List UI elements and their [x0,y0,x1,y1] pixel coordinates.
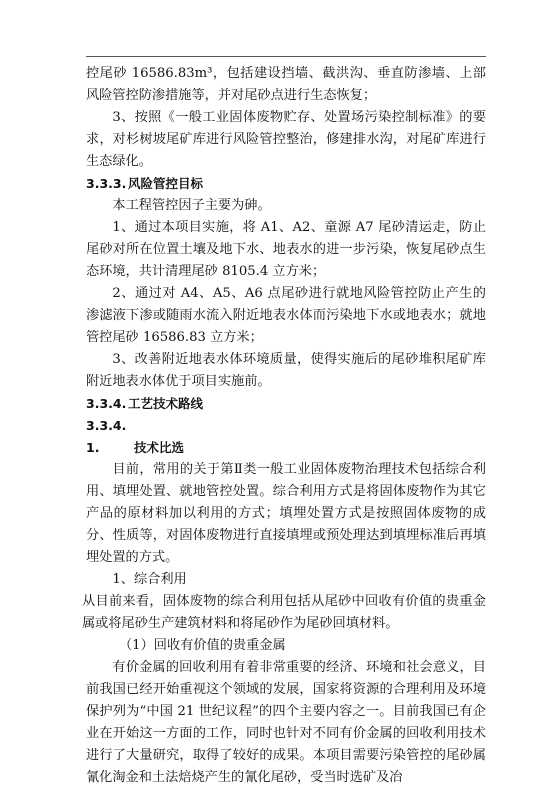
heading-3-3-4-1 [86,415,486,459]
paragraph-comprehensive-use: 从目前来看，固体废物的综合利用包括从尾砂中回收有价值的贵重金属或将尾砂生产建筑材料和将尾砂作为尾砂回填材料。 [82,594,486,631]
paragraph-control-factor: 本工程管控因子主要为砷。 [112,198,271,213]
document-body [82,63,486,789]
heading-title: 技术比选 [134,440,185,455]
paragraph-goal-2: 2、通过对 A4、A5、A6 点尾砂进行就地风险管控防止产生的渗滤液下渗或随雨水流入附近地表水体而污染地下水或地表水；就地管控尾砂 16586.83 立方米； [86,286,486,345]
heading-3-3-4 [86,393,486,415]
heading-number: 3.3.3. [86,176,127,191]
heading-3-3-3 [86,173,486,195]
heading-number: 3.3.4. [86,396,127,411]
paragraph-tech-comparison: 目前，常用的关于第Ⅱ类一般工业固体废物治理技术包括综合利用、填埋处置、就地管控处置。综合利用方式是将固体废物作为其它产品的原材料加以利用的方式；填埋处置方式是按照固体废物的成分、性质等，对固体废物进行直接填埋或预处理达到填埋标准后再填埋处置的方式。 [86,462,486,565]
paragraph-goal-3: 3、改善附近地表水体环境质量，使得实施后的尾砂堆积尾矿库附近地表水体优于项目实施前。 [86,352,486,389]
list-item-comprehensive-use: 1、综合利用 [112,572,187,587]
paragraph-continued: 控尾砂 16586.83m³，包括建设挡墙、截洪沟、垂直防渗墙、上部风险管控防渗措施等，并对尾砂点进行生态恢复； [86,66,486,103]
paragraph-goal-1: 1、通过本项目实施，将 A1、A2、童源 A7 尾砂清运走，防止尾砂对所在位置土壤及地下水、地表水的进一步污染，恢复尾砂点生态环境，共计清理尾砂 8105.4 立方米； [86,220,486,279]
heading-title: 工艺技术路线 [128,396,204,411]
paragraph-recover-metals: 有价金属的回收利用有着非常重要的经济、环境和社会意义，目前我国已经开始重视这个领域的发展，国家将资源的合理利用及环境保护列为“中国 21 世纪议程”的四个主要内容之一。目前我国已有企业在开始这一方面的工作，同时也针对不同有价金属的回收利用技术进行了大量研究，取得了较好的成果。本项目需要污染管控的尾砂属氰化淘金和土法焙烧产生的氰化尾砂，受当时选矿及冶 [86,660,486,785]
heading-number: 3.3.4.1. [86,418,127,455]
paragraph-item-3: 3、按照《一般工业固体废物贮存、处置场污染控制标准》的要求，对杉树坡尾矿库进行风险管控整治，修建排水沟，对尾矿库进行生态绿化。 [86,110,486,169]
heading-title: 风险管控目标 [128,176,204,191]
list-item-recover-metals: （1）回收有价值的贵重金属 [119,638,286,653]
header-rule [86,56,486,57]
